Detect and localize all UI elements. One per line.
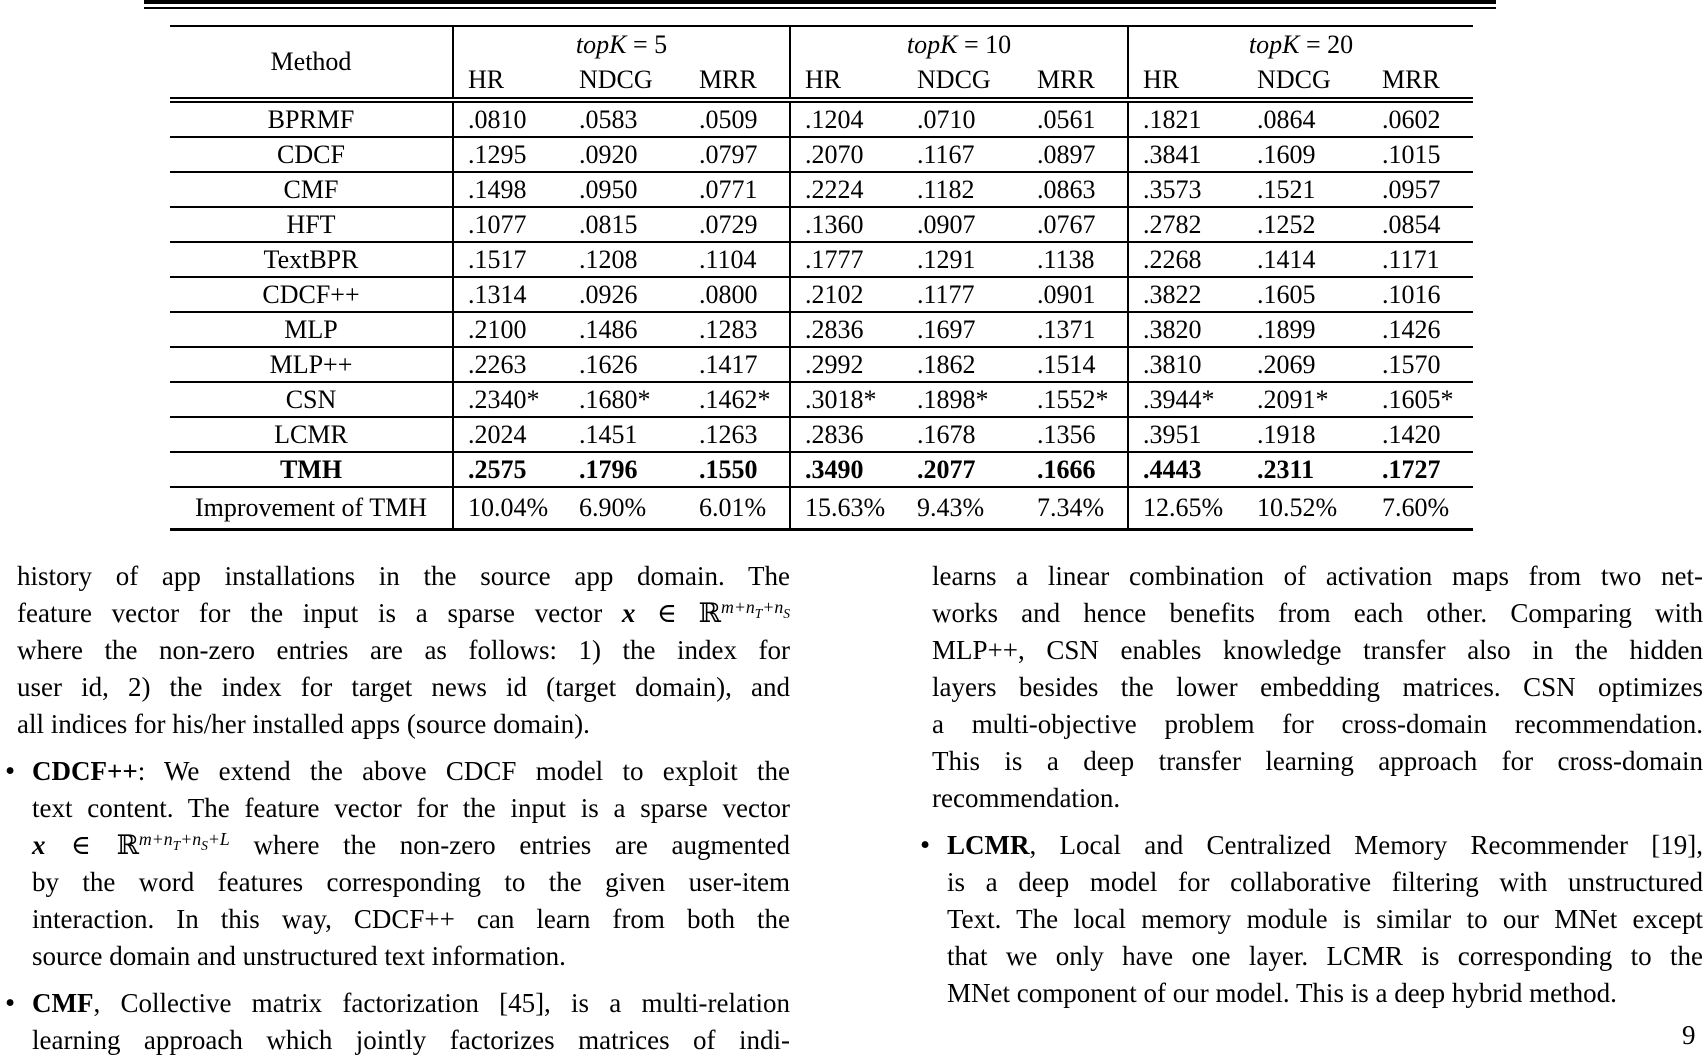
topk-value-label: = 5 [626,30,667,59]
text-segment: works and hence benefits from each other. Comparing with [932,598,1703,628]
metric-value-cell: .2268 [1128,242,1243,277]
text-segment: +n [180,829,201,849]
text-line [17,595,790,632]
metric-value-cell: .1521 [1243,172,1368,207]
metric-value-cell: .2069 [1243,347,1368,382]
bullet-item [5,985,790,1059]
bullet-text [947,827,1703,1012]
text-segment: user id, 2) the index for target news id (target domain), and [17,672,790,702]
metric-value-cell: .1514 [1023,347,1128,382]
text-segment: where the non-zero entries are as follows: 1) the index for [17,635,790,665]
text-line [947,975,1703,1012]
metric-value-cell: .2263 [453,347,565,382]
metric-value-cell: .3820 [1128,312,1243,347]
text-segment: by the word features corresponding to the given user-item [32,867,790,897]
metric-value-cell: .1605 [1243,277,1368,312]
col-header-hr: HR [1128,63,1243,100]
topk-value-label: = 20 [1300,30,1354,59]
left-text-column [5,558,790,1059]
col-header-mrr: MRR [685,63,790,100]
method-cell: LCMR [170,417,453,452]
metric-value-cell: .0561 [1023,100,1128,137]
method-cell: BPRMF [170,100,453,137]
text-segment: source domain and unstructured text information. [32,941,566,971]
bullet-text [32,985,790,1059]
text-line [32,864,790,901]
metric-value-cell: .2070 [790,137,903,172]
text-line [32,790,790,827]
text-segment: m+n [721,597,755,617]
text-line [947,827,1703,864]
metric-value-cell: .3841 [1128,137,1243,172]
text-segment: learns a linear combination of activation maps from two net- [932,561,1703,591]
text-segment: ∈ [635,598,698,629]
text-segment: a multi-objective problem for cross-domain recommendation. [932,709,1703,739]
metric-value-cell: .0729 [685,207,790,242]
text-segment: S [783,606,790,621]
table-row [170,312,1473,347]
text-segment: x [622,598,636,628]
metric-value-cell: .0897 [1023,137,1128,172]
metric-value-cell: .1077 [453,207,565,242]
metric-value-cell: .1016 [1368,277,1473,312]
text-segment: S [201,838,208,853]
text-line [947,938,1703,975]
metric-value-cell: .1182 [903,172,1023,207]
text-segment: This is a deep transfer learning approach for cross-domain [932,746,1703,776]
col-header-ndcg: NDCG [565,63,685,100]
bold-term: CDCF++ [32,756,138,786]
text-segment: recommendation. [932,783,1120,813]
text-segment: x [32,830,46,860]
text-line [947,901,1703,938]
text-segment: that we only have one layer. LCMR is corresponding to the [947,941,1703,971]
table-row [170,137,1473,172]
text-segment: layers besides the lower embedding matrices. CSN optimizes [932,672,1703,702]
table-row [170,487,1473,530]
bold-term: CMF [32,988,93,1018]
text-segment: is a deep model for collaborative filtering with unstructured [947,867,1703,897]
metric-value-cell: .1252 [1243,207,1368,242]
text-line [17,669,790,706]
text-line [17,632,790,669]
metric-value-cell: .2836 [790,312,903,347]
text-line [932,632,1703,669]
group-header-topk20 [1128,26,1473,63]
topk-math-label: topK [576,30,627,59]
metric-value-cell: .1171 [1368,242,1473,277]
metric-value-cell: .1451 [565,417,685,452]
metric-value-cell: .1414 [1243,242,1368,277]
metric-value-cell: .0602 [1368,100,1473,137]
text-line [32,827,790,864]
metric-value-cell: 6.90% [565,487,685,530]
table-row [170,347,1473,382]
text-line [932,743,1703,780]
metric-value-cell: .1821 [1128,100,1243,137]
paragraph [17,558,790,743]
metric-value-cell: .2992 [790,347,903,382]
text-segment: ∈ [46,830,117,861]
text-segment: , Local and Centralized Memory Recommender [19], [1030,830,1703,860]
metric-value-cell: .0907 [903,207,1023,242]
metric-value-cell: .1626 [565,347,685,382]
metric-value-cell: .1015 [1368,137,1473,172]
metric-value-cell: .3951 [1128,417,1243,452]
topk-value-label: = 10 [957,30,1011,59]
method-cell: CDCF++ [170,277,453,312]
method-cell: Improvement of TMH [170,487,453,530]
metric-value-cell: .1898* [903,382,1023,417]
group-header-row [170,26,1473,63]
metric-value-cell: .0800 [685,277,790,312]
col-header-hr: HR [453,63,565,100]
metric-value-cell: .0920 [565,137,685,172]
table-header [170,26,1473,100]
metric-value-cell: .1295 [453,137,565,172]
text-segment: interaction. In this way, CDCF++ can learn from both the [32,904,790,934]
table-row [170,242,1473,277]
text-segment: where the non-zero entries are augmented [230,830,790,860]
text-segment: , Collective matrix factorization [45], is a multi-relation [93,988,790,1018]
table-row [170,452,1473,487]
metric-value-cell: 7.60% [1368,487,1473,530]
page-number: 9 [1682,1020,1696,1051]
text-line [17,706,790,743]
method-cell: TextBPR [170,242,453,277]
text-segment: text content. The feature vector for the input is a sparse vector [32,793,790,823]
metric-value-cell: .3810 [1128,347,1243,382]
metric-value-cell: .1177 [903,277,1023,312]
table-row [170,172,1473,207]
method-cell: HFT [170,207,453,242]
metric-value-cell: 10.52% [1243,487,1368,530]
metric-value-cell: .3573 [1128,172,1243,207]
metric-value-cell: .2091* [1243,382,1368,417]
bullet-icon: • [5,753,32,975]
metric-value-cell: .1796 [565,452,685,487]
metric-value-cell: .3018* [790,382,903,417]
metric-value-cell: .1204 [790,100,903,137]
metric-value-cell: .1167 [903,137,1023,172]
metric-value-cell: .4443 [1128,452,1243,487]
metric-value-cell: 9.43% [903,487,1023,530]
results-table [170,25,1473,531]
metric-value-cell: .0583 [565,100,685,137]
topk-math-label: topK [1249,30,1300,59]
table-row [170,277,1473,312]
table-row [170,417,1473,452]
metric-value-cell: .0901 [1023,277,1128,312]
metric-value-cell: .0815 [565,207,685,242]
metric-value-cell: .1263 [685,417,790,452]
method-cell: CMF [170,172,453,207]
method-cell: CSN [170,382,453,417]
metric-value-cell: .1605* [1368,382,1473,417]
text-segment: m+n [139,829,173,849]
metric-value-cell: .1360 [790,207,903,242]
metric-value-cell: .1486 [565,312,685,347]
text-segment: : We extend the above CDCF model to exploit the [138,756,790,786]
col-header-ndcg: NDCG [1243,63,1368,100]
metric-value-cell: .1498 [453,172,565,207]
metric-value-cell: .1356 [1023,417,1128,452]
metric-value-cell: .1609 [1243,137,1368,172]
col-header-mrr: MRR [1368,63,1473,100]
metric-value-cell: .0926 [565,277,685,312]
text-line [932,595,1703,632]
method-column-header: Method [170,26,453,100]
metric-value-cell: .1918 [1243,417,1368,452]
metric-value-cell: .2024 [453,417,565,452]
metric-value-cell: .0509 [685,100,790,137]
bullet-item [920,827,1703,1012]
metric-value-cell: 6.01% [685,487,790,530]
metric-value-cell: .1138 [1023,242,1128,277]
method-cell: MLP [170,312,453,347]
top-double-rule [144,0,1496,9]
text-line [32,938,790,975]
method-cell: TMH [170,452,453,487]
bullet-item [5,753,790,975]
text-line [32,985,790,1022]
metric-value-cell: .0710 [903,100,1023,137]
metric-value-cell: .2102 [790,277,903,312]
text-segment: Text. The local memory module is similar to our MNet except [947,904,1703,934]
text-line [32,753,790,790]
metric-value-cell: .1550 [685,452,790,487]
metric-value-cell: .1314 [453,277,565,312]
paragraph [932,558,1703,817]
text-line [932,669,1703,706]
metric-value-cell: .2340* [453,382,565,417]
metric-value-cell: .0863 [1023,172,1128,207]
text-segment: all indices for his/her installed apps (source domain). [17,709,590,739]
metric-value-cell: 7.34% [1023,487,1128,530]
metric-value-cell: .0797 [685,137,790,172]
col-header-hr: HR [790,63,903,100]
metric-value-cell: .0767 [1023,207,1128,242]
topk-math-label: topK [907,30,958,59]
metric-value-cell: .0810 [453,100,565,137]
col-header-ndcg: NDCG [903,63,1023,100]
metric-value-cell: .1462* [685,382,790,417]
text-segment: T [173,838,181,853]
metric-value-cell: .1666 [1023,452,1128,487]
table-row [170,100,1473,137]
metric-value-cell: .2836 [790,417,903,452]
metric-value-cell: .1417 [685,347,790,382]
group-header-topk10 [790,26,1128,63]
metric-value-cell: .2575 [453,452,565,487]
table-row [170,207,1473,242]
metric-value-cell: .1678 [903,417,1023,452]
metric-value-cell: 12.65% [1128,487,1243,530]
metric-value-cell: .1291 [903,242,1023,277]
text-line [932,558,1703,595]
text-line [32,901,790,938]
metric-value-cell: .1517 [453,242,565,277]
method-cell: MLP++ [170,347,453,382]
bullet-icon: • [5,985,32,1059]
text-line [932,780,1703,817]
metric-value-cell: .1727 [1368,452,1473,487]
text-line [17,558,790,595]
text-segment: learning approach which jointly factorizes matrices of indi- [32,1025,790,1055]
text-segment: T [755,606,763,621]
metric-value-cell: .1420 [1368,417,1473,452]
text-segment: +L [208,829,230,849]
bullet-icon: • [920,827,947,1012]
metric-value-cell: .1104 [685,242,790,277]
metric-value-cell: .1552* [1023,382,1128,417]
metric-value-cell: .1862 [903,347,1023,382]
bold-term: LCMR [947,830,1030,860]
metric-value-cell: .2311 [1243,452,1368,487]
metric-value-cell: .1426 [1368,312,1473,347]
text-segment: ℝ [116,830,138,861]
text-line [947,864,1703,901]
text-segment: MLP++, CSN enables knowledge transfer also in the hidden [932,635,1703,665]
text-segment: MNet component of our model. This is a deep hybrid method. [947,978,1617,1008]
metric-value-cell: .0950 [565,172,685,207]
metric-value-cell: .3490 [790,452,903,487]
text-segment: ℝ [699,598,721,629]
text-segment: history of app installations in the source app domain. The [17,561,790,591]
metric-value-cell: .1371 [1023,312,1128,347]
metric-value-cell: 10.04% [453,487,565,530]
method-cell: CDCF [170,137,453,172]
metric-value-cell: .3944* [1128,382,1243,417]
col-header-mrr: MRR [1023,63,1128,100]
metric-value-cell: .2782 [1128,207,1243,242]
bullet-text [32,753,790,975]
metric-value-cell: .0864 [1243,100,1368,137]
metric-value-cell: .1680* [565,382,685,417]
results-table-body [170,100,1473,530]
metric-value-cell: .1697 [903,312,1023,347]
metric-value-cell: .1777 [790,242,903,277]
right-text-column [920,558,1703,1012]
metric-value-cell: .3822 [1128,277,1243,312]
group-header-topk5 [453,26,790,63]
text-segment: +n [762,597,783,617]
metric-value-cell: 15.63% [790,487,903,530]
text-line [932,706,1703,743]
metric-value-cell: .1208 [565,242,685,277]
metric-value-cell: .1899 [1243,312,1368,347]
metric-value-cell: .2100 [453,312,565,347]
metric-value-cell: .1283 [685,312,790,347]
metric-value-cell: .2077 [903,452,1023,487]
table-row [170,382,1473,417]
metric-value-cell: .2224 [790,172,903,207]
metric-value-cell: .0771 [685,172,790,207]
metric-value-cell: .1570 [1368,347,1473,382]
metric-value-cell: .0957 [1368,172,1473,207]
metric-value-cell: .0854 [1368,207,1473,242]
text-segment: feature vector for the input is a sparse vector [17,598,622,628]
text-line [32,1022,790,1059]
